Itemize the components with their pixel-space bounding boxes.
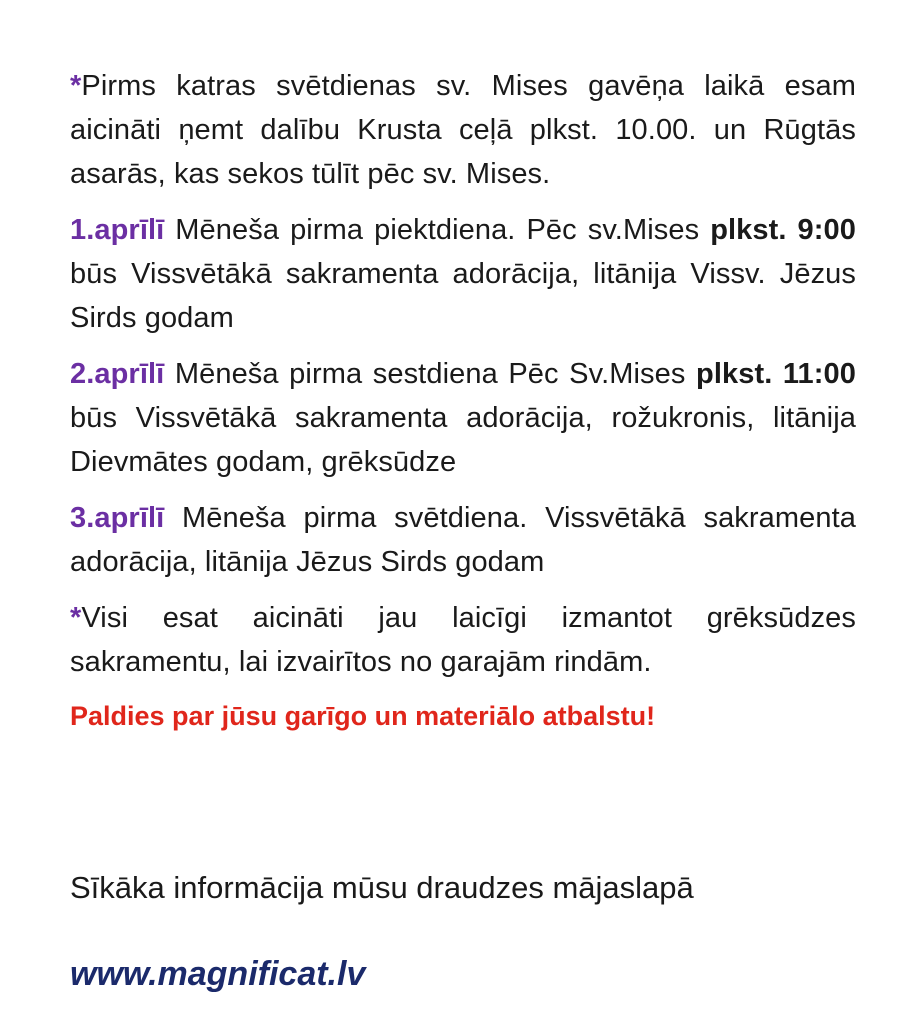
event-time: plkst. 11:00 — [696, 358, 856, 390]
event-date: 1.aprīlī — [70, 214, 165, 246]
website-link[interactable]: www.magnificat.lv — [70, 955, 366, 993]
event-intro: Mēneša pirma piektdiena. Pēc sv.Mises — [164, 214, 711, 246]
event-details: būs Vissvētākā sakramenta adorācija, litānija Vissv. Jēzus Sirds godam — [70, 258, 856, 334]
event-april-3 — [70, 496, 856, 584]
event-details: būs Vissvētākā sakramenta adorācija, rožukronis, litānija Dievmātes godam, grēksūdze — [70, 402, 856, 478]
event-april-2 — [70, 352, 856, 484]
event-intro: Mēneša pirma svētdiena. Vissvētākā sakramenta adorācija, litānija Jēzus Sirds godam — [70, 502, 856, 578]
event-date: 3.aprīlī — [70, 502, 165, 534]
lent-note-text: Pirms katras svētdienas sv. Mises gavēņa laikā esam aicināti ņemt dalību Krusta ceļā plkst. 10.00. un Rūgtās asarās, kas sekos tūlīt pēc sv. Mises. — [70, 70, 856, 190]
lent-note — [70, 64, 856, 196]
event-date: 2.aprīlī — [70, 358, 165, 390]
thanks-message: Paldies par jūsu garīgo un materiālo atbalstu! — [70, 701, 656, 731]
asterisk-marker: * — [70, 70, 82, 102]
confession-note-text: Visi esat aicināti jau laicīgi izmantot grēksūdzes sakramentu, lai izvairītos no garajām rindām. — [70, 602, 856, 678]
asterisk-marker: * — [70, 602, 82, 634]
event-intro: Mēneša pirma sestdiena Pēc Sv.Mises — [164, 358, 697, 390]
more-info-text: Sīkāka informācija mūsu draudzes mājaslapā — [70, 870, 694, 905]
event-april-1 — [70, 208, 856, 340]
event-time: plkst. 9:00 — [710, 214, 856, 246]
announcement-body — [70, 64, 856, 736]
confession-note — [70, 596, 856, 684]
